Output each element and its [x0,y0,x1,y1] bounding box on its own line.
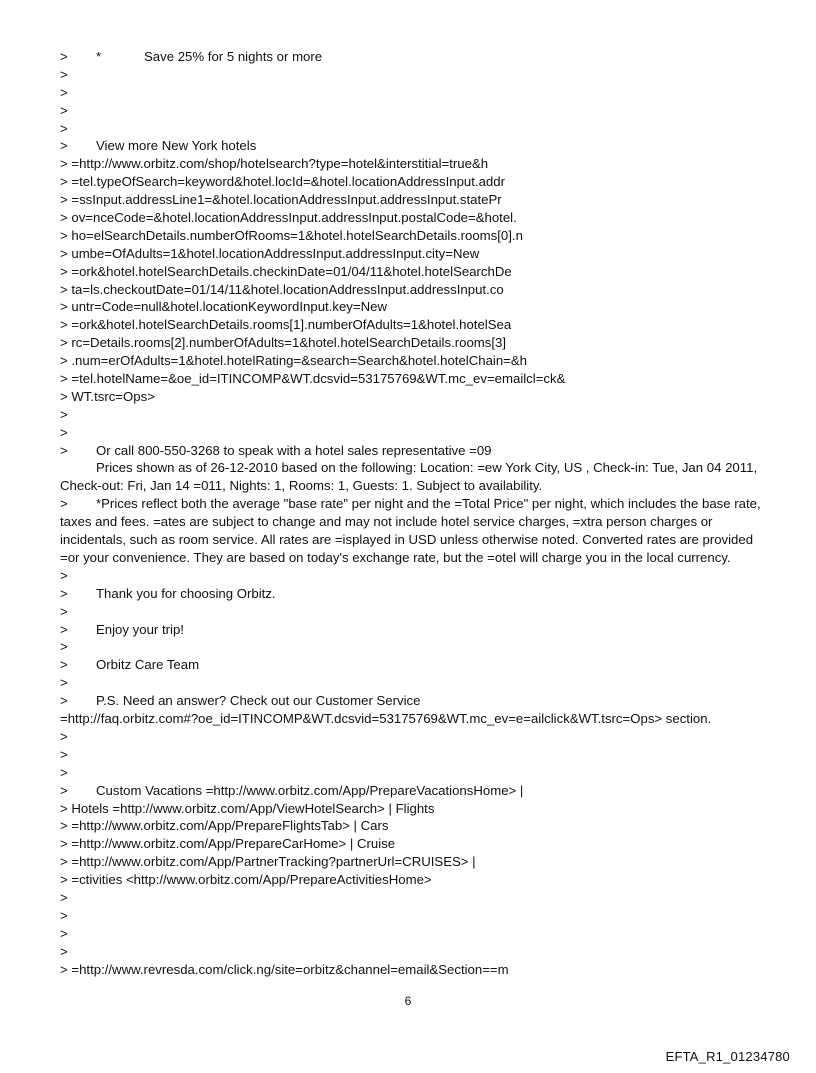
revresda-link-line[interactable]: > =http://www.revresda.com/click.ng/site=orbitz&channel=email&Section==m [60,961,509,977]
view-more-line: > View more New York hotels [60,138,257,154]
url-line: > ta=ls.checkoutDate=01/14/11&hotel.locationAddressInput.addressInput.co [60,281,504,297]
footer-link-line[interactable]: > =http://www.orbitz.com/App/PartnerTracking?partnerUrl=CRUISES> | [60,854,476,870]
email-document [60,48,776,978]
quote-marker: > [60,764,68,780]
url-line: > ov=nceCode=&hotel.locationAddressInput.addressInput.postalCode=&hotel. [60,210,517,226]
footer-link-line[interactable]: > =http://www.orbitz.com/App/PrepareFlightsTab> | Cars [60,818,389,834]
custom-vacations-link[interactable]: Custom Vacations =http://www.orbitz.com/App/PrepareVacationsHome> | [96,782,524,798]
quote-marker: > [60,943,68,959]
url-line: > =ork&hotel.hotelSearchDetails.rooms[1].numberOfAdults=1&hotel.hotelSea [60,317,512,333]
quote-marker: > [60,84,68,100]
faq-link-line[interactable]: =http://faq.orbitz.com#?oe_id=ITINCOMP&WT.dcsvid=53175769&WT.mc_ev=e=ailclick&WT.tsrc=Ops> section. [60,711,712,727]
enjoy-line: > Enjoy your trip! [60,621,184,637]
url-line: > rc=Details.rooms[2].numberOfAdults=1&hotel.hotelSearchDetails.rooms[3] [60,335,507,351]
quote-marker: > [60,639,68,655]
footer-link-line[interactable]: > =http://www.orbitz.com/App/PrepareCarHome> | Cruise [60,836,396,852]
quote-marker: > [60,728,68,744]
url-line: > =http://www.orbitz.com/shop/hotelsearch?type=hotel&interstitial=true&h [60,156,489,172]
custom-vacations-line: > Custom Vacations =http://www.orbitz.com/App/PrepareVacationsHome> | [60,782,524,798]
call-line: > Or call 800-550-3268 to speak with a hotel sales representative =09 [60,442,492,458]
ps-line: > P.S. Need an answer? Check out our Customer Service [60,693,421,709]
url-line: > ho=elSearchDetails.numberOfRooms=1&hotel.hotelSearchDetails.rooms[0].n [60,227,523,243]
url-line: > .num=erOfAdults=1&hotel.hotelRating=&search=Search&hotel.hotelChain=&h [60,353,527,369]
prices-shown-paragraph: Prices shown as of 26-12-2010 based on the following: Location: =ew York City, US , Check-in: Tue, Jan 04 2011, Check-out: Fri, Jan 14 =011, Nights: 1, Rooms: 1, Guests: 1. Subject to availability. [60,460,758,494]
footer-link-line[interactable]: > Hotels =http://www.orbitz.com/App/ViewHotelSearch> | Flights [60,800,435,816]
quote-marker: > [60,675,68,691]
quote-marker: > [60,889,68,905]
quote-marker: > [60,66,68,82]
url-line: > WT.tsrc=Ops> [60,388,155,404]
quote-marker: > [60,907,68,923]
page-number: 6 [404,994,412,1008]
url-line: > umbe=OfAdults=1&hotel.locationAddressInput.addressInput.city=New [60,245,480,261]
quote-marker: > [60,102,68,118]
url-line: > =tel.typeOfSearch=keyword&hotel.locId=&hotel.locationAddressInput.addr [60,174,505,190]
view-more-link[interactable]: View more New York hotels [96,138,257,154]
url-line: > =ssInput.addressLine1=&hotel.locationAddressInput.addressInput.statePr [60,192,502,208]
save-line: > * Save 25% for 5 nights or more [60,49,323,64]
document-id: EFTA_R1_01234780 [665,1049,790,1064]
quote-marker: > [60,567,68,583]
quote-marker: > [60,406,68,422]
quote-marker: > [60,424,68,440]
care-team-line: > Orbitz Care Team [60,657,200,673]
quote-marker: > [60,925,68,941]
quote-marker: > [60,120,68,136]
thanks-line: > Thank you for choosing Orbitz. [60,585,276,601]
url-line: > untr=Code=null&hotel.locationKeywordInput.key=New [60,299,387,315]
quote-marker: > [60,603,68,619]
quote-marker: > [60,746,68,762]
footer-link-line[interactable]: > =ctivities <http://www.orbitz.com/App/PrepareActivitiesHome> [60,872,432,888]
prices-reflect-paragraph: > *Prices reflect both the average "base rate" per night and the =Total Price" per night, which includes the base rate, taxes and fees. =ates are subject to change and may not include hotel service charges, =xtra person charges or incidentals, such as room service. All rates are =isplayed in USD unless otherwise noted. Converted rates are provided =or your convenience. They are based on today's exchange rate, but the =otel will charge you in the local currency. [60,496,761,566]
url-line: > =ork&hotel.hotelSearchDetails.checkinDate=01/04/11&hotel.hotelSearchDe [60,263,512,279]
url-line: > =tel.hotelName=&oe_id=ITINCOMP&WT.dcsvid=53175769&WT.mc_ev=emailcl=ck& [60,371,566,387]
